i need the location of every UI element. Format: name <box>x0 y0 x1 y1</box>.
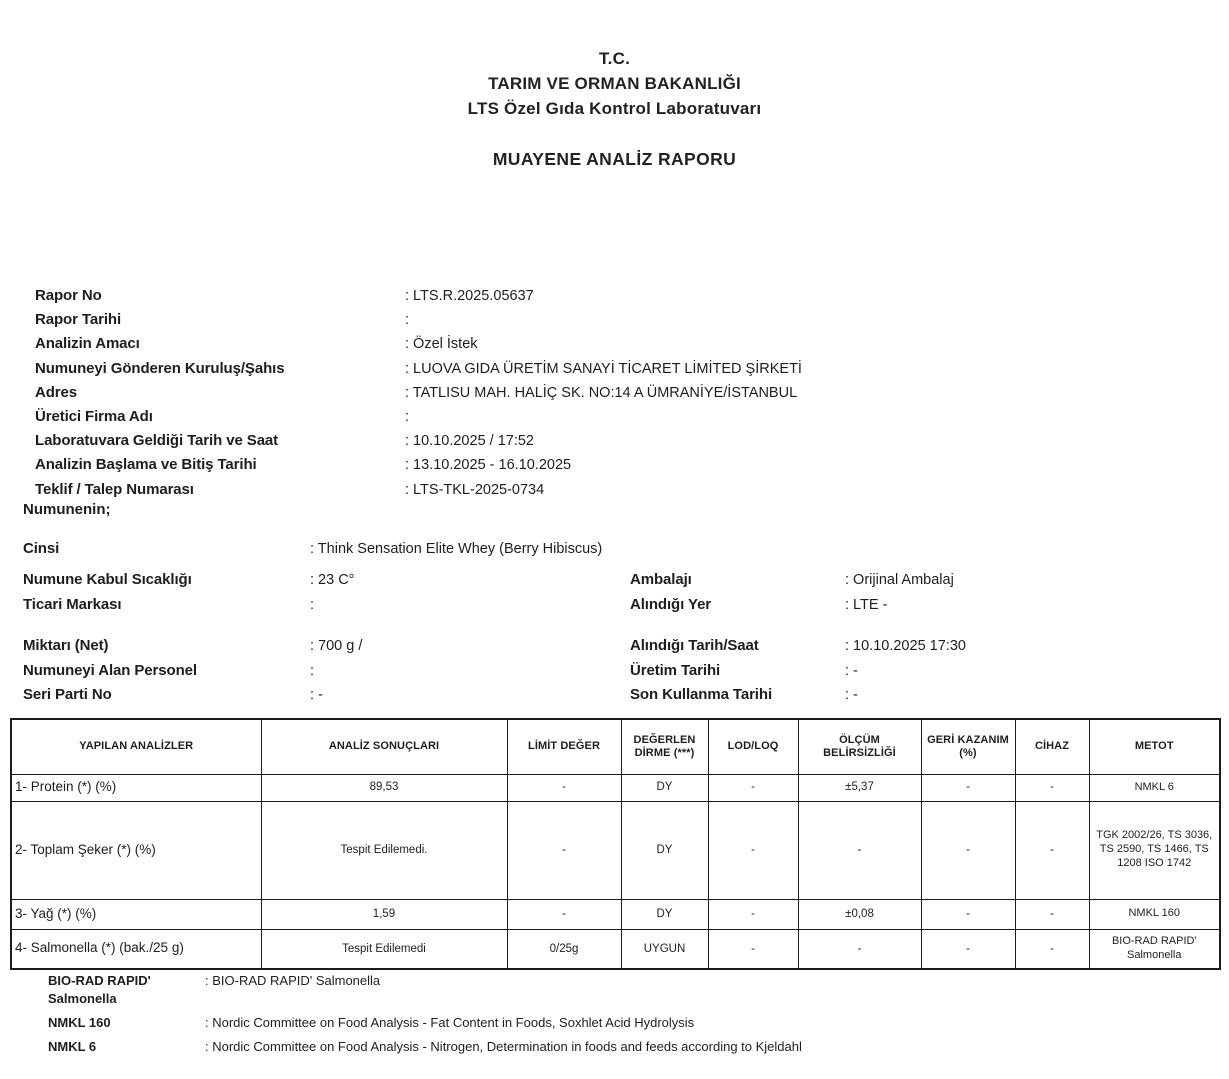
note-value: : Nordic Committee on Food Analysis - Fat Content in Foods, Soxhlet Acid Hydrolysis <box>205 1015 695 1030</box>
table-cell: - <box>1015 774 1089 801</box>
note-row-nmkl-160 <box>48 1014 1198 1032</box>
field-label: Rapor No <box>35 287 102 304</box>
field-value: : 23 C° <box>310 572 355 588</box>
method-notes-block <box>48 972 1198 1056</box>
col-header-lod-loq: LOD/LOQ <box>708 719 798 774</box>
note-label: NMKL 6 <box>48 1039 97 1054</box>
table-cell: - <box>708 801 798 899</box>
table-cell: 0/25g <box>507 929 621 969</box>
table-cell: 4- Salmonella (*) (bak./25 g) <box>11 929 261 969</box>
header-laboratory: LTS Özel Gıda Kontrol Laboratuvarı <box>467 99 762 118</box>
info-row-rapor-tarihi <box>35 308 1205 332</box>
field-label: Ticari Markası <box>23 595 122 613</box>
field-label: Laboratuvara Geldiği Tarih ve Saat <box>35 432 279 450</box>
field-value: : Özel İstek <box>405 336 478 353</box>
field-label: Son Kullanma Tarihi <box>630 686 773 703</box>
col-header-limit-deger: LİMİT DEĞER <box>507 719 621 774</box>
field-value: : 13.10.2025 - 16.10.2025 <box>405 457 572 474</box>
table-cell: Tespit Edilemedi. <box>261 801 507 899</box>
info-row-adres <box>35 381 1205 405</box>
table-cell: - <box>921 899 1015 929</box>
col-header-cihaz: CİHAZ <box>1015 719 1089 774</box>
table-cell: - <box>798 929 921 969</box>
field-label: Numune Kabul Sıcaklığı <box>23 571 192 588</box>
analysis-results-table <box>10 718 1221 970</box>
sample-row-cinsi <box>23 537 602 562</box>
field-value: : LTE - <box>845 596 888 613</box>
field-label: Adres <box>35 383 78 401</box>
field-value: : Think Sensation Elite Whey (Berry Hibiscus) <box>310 541 603 557</box>
field-value: : LUOVA GIDA ÜRETİM SANAYİ TİCARET LİMİTED ŞİRKETİ <box>405 360 802 377</box>
table-header-row <box>11 719 1220 774</box>
info-row-rapor-no <box>35 284 1205 308</box>
field-label: Miktarı (Net) <box>23 637 109 654</box>
table-row-salmonella <box>11 929 1220 969</box>
note-value: : Nordic Committee on Food Analysis - Nitrogen, Determination in foods and feeds according to Kjeldahl <box>205 1039 802 1054</box>
table-cell: Tespit Edilemedi <box>261 929 507 969</box>
table-cell: DY <box>621 774 708 801</box>
col-header-olcum-belirsizligi: ÖLÇÜM BELİRSİZLİĞİ <box>798 719 921 774</box>
sample-right-block-2 <box>630 634 966 708</box>
field-label: Ambalajı <box>630 571 692 588</box>
table-cell: - <box>507 801 621 899</box>
field-value: : TATLISU MAH. HALİÇ SK. NO:14 A ÜMRANİYE/İSTANBUL <box>405 384 798 401</box>
field-value: : - <box>845 687 858 703</box>
field-value: : 10.10.2025 / 17:52 <box>405 433 534 450</box>
field-value: : Orijinal Ambalaj <box>845 572 954 588</box>
table-cell: DY <box>621 801 708 899</box>
field-label: Numuneyi Gönderen Kuruluş/Şahıs <box>35 359 285 377</box>
sample-row-ambalaji <box>630 568 954 593</box>
field-value: : LTS-TKL-2025-0734 <box>405 481 545 498</box>
table-cell: 89,53 <box>261 774 507 801</box>
table-cell: - <box>1015 929 1089 969</box>
sample-row-seri-parti <box>23 683 362 708</box>
table-cell: DY <box>621 899 708 929</box>
note-row-biorad <box>48 972 1198 1008</box>
sample-row-ticari-markasi <box>23 593 354 618</box>
table-cell: NMKL 160 <box>1089 899 1220 929</box>
field-value: : <box>405 312 410 329</box>
field-value: : <box>310 662 315 679</box>
col-header-yapilan-analizler: YAPILAN ANALİZLER <box>11 719 261 774</box>
table-row-toplam-seker <box>11 801 1220 899</box>
col-header-metot: METOT <box>1089 719 1220 774</box>
field-value: : - <box>310 687 323 703</box>
table-cell: UYGUN <box>621 929 708 969</box>
info-row-gonderen-kurulus <box>35 357 1205 381</box>
table-cell: - <box>1015 899 1089 929</box>
field-value: : - <box>845 662 858 679</box>
table-cell: - <box>708 899 798 929</box>
table-cell: - <box>708 929 798 969</box>
info-row-baslama-bitis <box>35 453 1205 477</box>
table-cell: - <box>708 774 798 801</box>
info-row-teklif-talep <box>35 478 1205 502</box>
table-row-yag <box>11 899 1220 929</box>
field-label: Alındığı Yer <box>630 595 712 613</box>
sample-left-block-1 <box>23 568 354 617</box>
sample-row-alindigi-tarih <box>630 634 966 659</box>
table-row-protein <box>11 774 1220 801</box>
table-cell: ±5,37 <box>798 774 921 801</box>
field-label: Cinsi <box>23 540 60 557</box>
note-label: BIO-RAD RAPID' Salmonella <box>48 973 151 1006</box>
sample-row-alindigi-yer <box>630 593 954 618</box>
header-ministry: TARIM VE ORMAN BAKANLIĞI <box>488 74 741 93</box>
field-label: Teklif / Talep Numarası <box>35 480 194 498</box>
field-value: : 10.10.2025 17:30 <box>845 638 966 654</box>
table-cell: - <box>921 774 1015 801</box>
info-row-analizin-amaci <box>35 332 1205 356</box>
sample-row-uretim-tarihi <box>630 659 966 684</box>
sample-row-kabul-sicakligi <box>23 568 354 593</box>
col-header-degerlendirme: DEĞERLEN DİRME (***) <box>621 719 708 774</box>
field-label: Numuneyi Alan Personel <box>23 661 197 679</box>
sample-row-miktari <box>23 634 362 659</box>
table-cell: - <box>921 801 1015 899</box>
table-cell: ±0,08 <box>798 899 921 929</box>
field-value: : 700 g / <box>310 638 363 654</box>
header-country: T.C. <box>598 49 631 68</box>
info-row-laboratuvara-geldigi <box>35 429 1205 453</box>
field-value: : <box>310 596 315 613</box>
field-label: Üretim Tarihi <box>630 661 721 679</box>
table-cell: - <box>507 774 621 801</box>
field-label: Analizin Amacı <box>35 335 140 353</box>
note-label: NMKL 160 <box>48 1015 111 1030</box>
table-cell: 3- Yağ (*) (%) <box>11 899 261 929</box>
table-cell: BIO-RAD RAPID' Salmonella <box>1089 929 1220 969</box>
sample-right-block-1 <box>630 568 954 617</box>
document-header <box>0 46 1229 172</box>
field-value: : <box>405 409 410 426</box>
sample-left-block-2 <box>23 634 362 708</box>
table-cell: - <box>507 899 621 929</box>
table-cell: 1- Protein (*) (%) <box>11 774 261 801</box>
note-row-nmkl-6 <box>48 1038 1198 1056</box>
table-cell: - <box>1015 801 1089 899</box>
field-label: Üretici Firma Adı <box>35 408 153 426</box>
field-label: Alındığı Tarih/Saat <box>630 637 759 654</box>
table-cell: 1,59 <box>261 899 507 929</box>
section-heading-numunenin: Numunenin; <box>23 501 111 518</box>
note-value: : BIO-RAD RAPID' Salmonella <box>205 973 381 988</box>
table-cell: NMKL 6 <box>1089 774 1220 801</box>
field-label: Seri Parti No <box>23 686 112 703</box>
field-label: Rapor Tarihi <box>35 311 122 329</box>
table-cell: - <box>798 801 921 899</box>
report-title: MUAYENE ANALİZ RAPORU <box>492 149 737 169</box>
col-header-geri-kazanim: GERİ KAZANIM (%) <box>921 719 1015 774</box>
table-cell: TGK 2002/26, TS 3036, TS 2590, TS 1466, TS 1208 ISO 1742 <box>1089 801 1220 899</box>
field-label: Analizin Başlama ve Bitiş Tarihi <box>35 456 257 474</box>
report-info-block <box>35 284 1205 502</box>
field-value: : LTS.R.2025.05637 <box>405 288 534 304</box>
col-header-analiz-sonuclari: ANALİZ SONUÇLARI <box>261 719 507 774</box>
sample-row-son-kullanma <box>630 683 966 708</box>
table-cell: - <box>921 929 1015 969</box>
sample-row-alan-personel <box>23 659 362 684</box>
info-row-uretici-firma <box>35 405 1205 429</box>
table-cell: 2- Toplam Şeker (*) (%) <box>11 801 261 899</box>
